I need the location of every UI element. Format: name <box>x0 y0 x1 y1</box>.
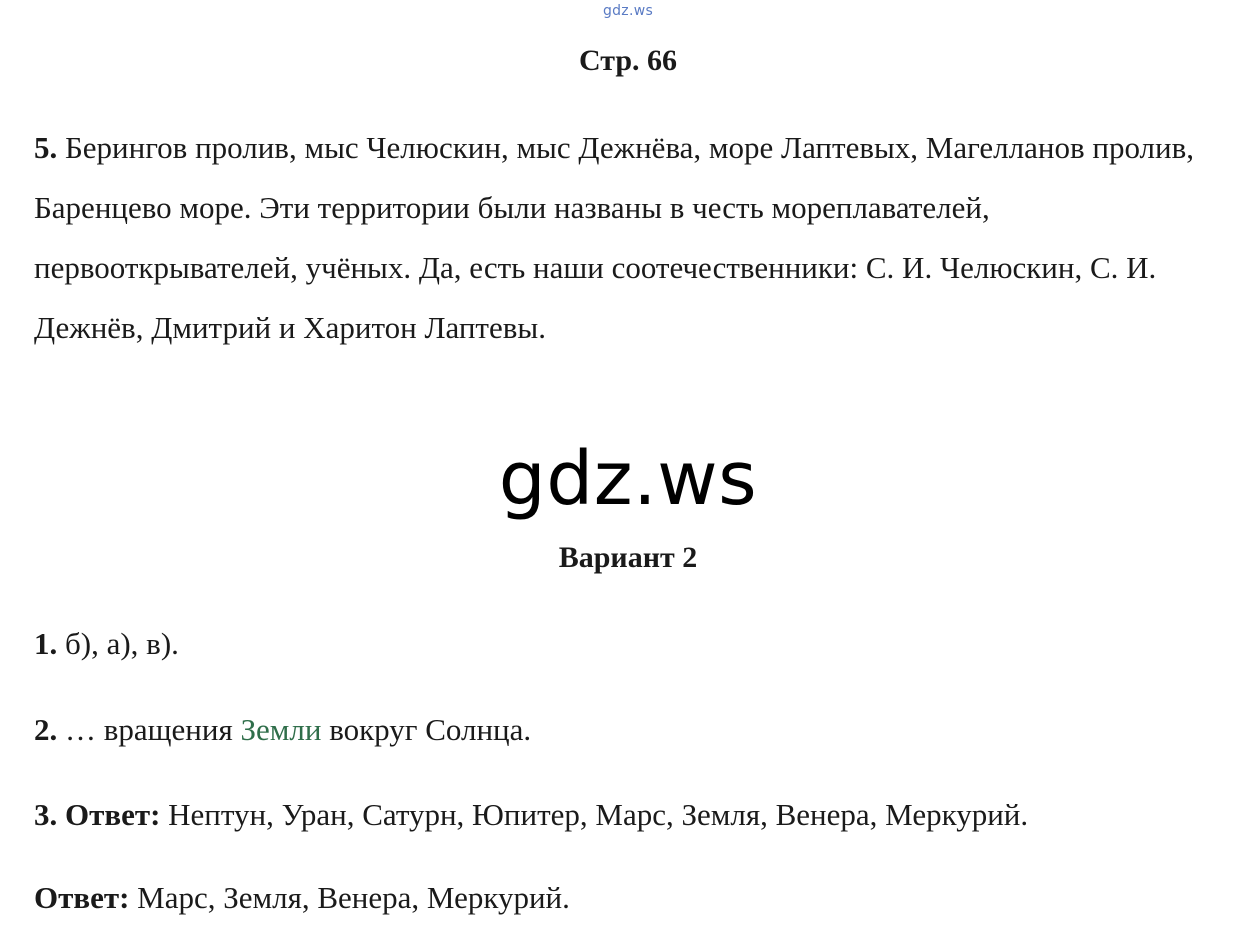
task-3-answer <box>34 797 1028 833</box>
task-3-number: 3. <box>34 797 58 832</box>
task-3-text: Нептун, Уран, Сатурн, Юпитер, Марс, Земля, Венера, Меркурий. <box>168 797 1029 832</box>
task-1-text: б), а), в). <box>65 626 179 661</box>
watermark-top: gdz.ws <box>602 3 654 19</box>
task-2-text-before: … вращения <box>65 712 241 747</box>
task-2-highlight: Земли <box>240 712 322 747</box>
task-5-answer <box>34 118 1234 358</box>
task-3-label: Ответ: <box>65 797 161 832</box>
task-5-text: Берингов пролив, мыс Челюскин, мыс Дежнёва, море Лаптевых, Магелланов пролив, Баренцево море. Эти территории были названы в честь мореплавателей, первооткрывателей, учёных. Да, есть наши соотечественники: С. И. Челюскин, С. И. Дежнёв, Дмитрий и Харитон Лаптевы. <box>34 130 1194 345</box>
task-3b-answer <box>34 880 570 916</box>
page-title: Стр. 66 <box>578 44 678 77</box>
watermark-logo: gdz.ws <box>498 436 758 522</box>
task-2-number: 2. <box>34 712 58 747</box>
task-2-text-after: вокруг Солнца. <box>321 712 532 747</box>
task-1-answer <box>34 626 179 662</box>
task-5-number: 5. <box>34 130 58 165</box>
task-1-number: 1. <box>34 626 58 661</box>
task-3b-label: Ответ: <box>34 880 130 915</box>
task-2-answer <box>34 712 531 748</box>
variant-title: Вариант 2 <box>558 541 698 574</box>
task-3b-text: Марс, Земля, Венера, Меркурий. <box>137 880 570 915</box>
